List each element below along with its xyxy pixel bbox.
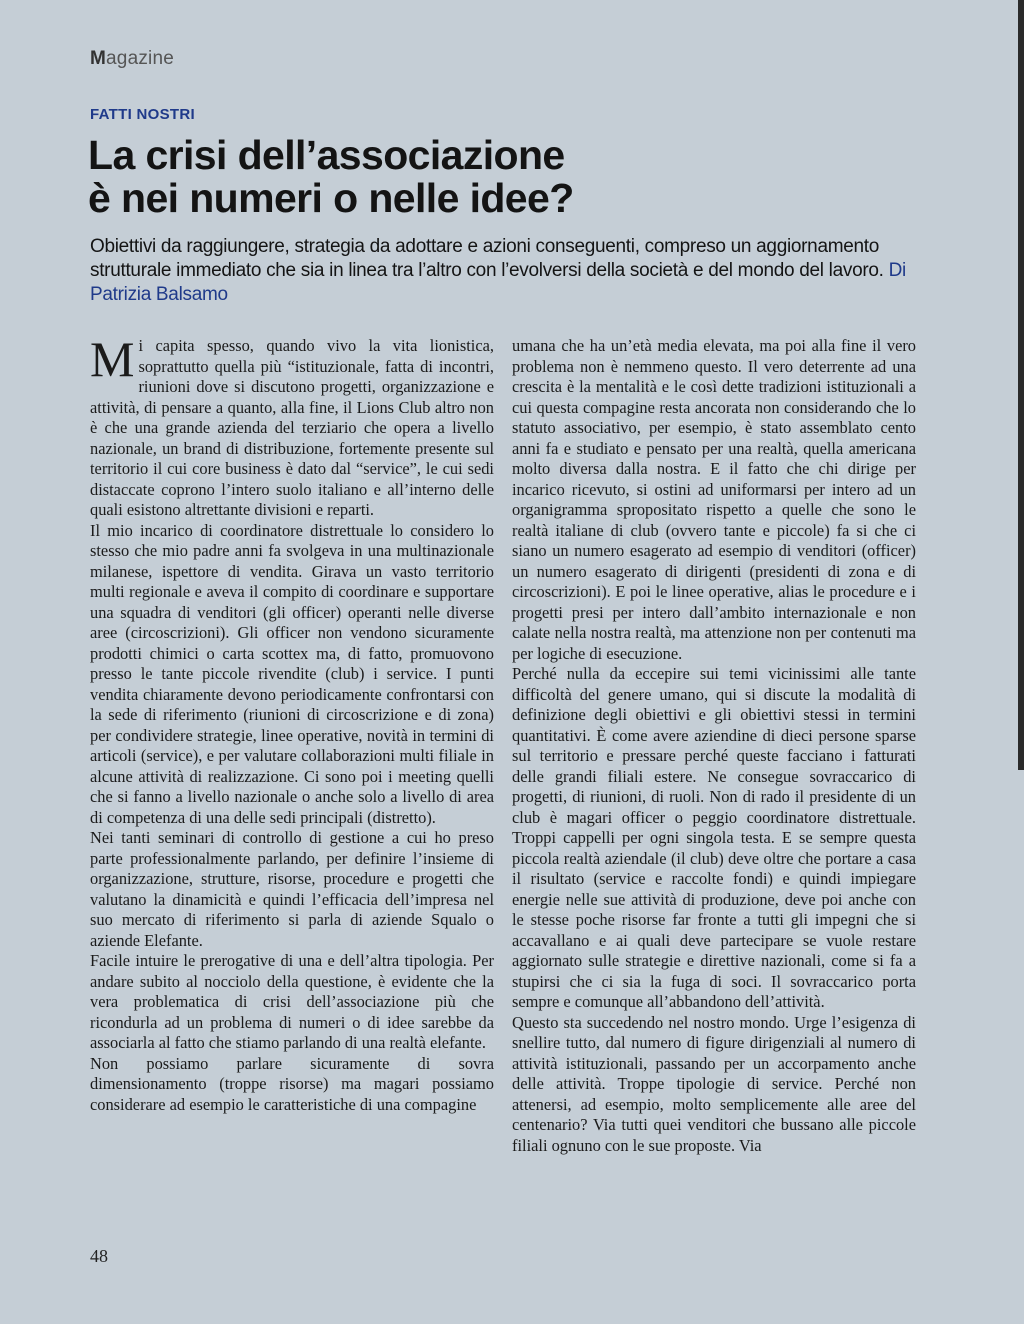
article-title-line-2: è nei numeri o nelle idee? xyxy=(88,175,574,221)
article-title xyxy=(88,134,968,220)
section-header-rest: agazine xyxy=(106,48,174,69)
drop-cap: M xyxy=(90,331,135,387)
article-column-left xyxy=(90,331,494,1115)
standfirst-text: Obiettivi da raggiungere, strategia da adottare e azioni conseguenti, compreso un aggiornamento strutturale immediato che sia in linea tra l’altro con l’evolversi della società e del mondo del lavoro. xyxy=(90,236,889,281)
paragraph: Non possiamo parlare sicuramente di sovra dimensionamento (troppe risorse) ma magari possiamo considerare ad esempio le caratteristiche di una compagine xyxy=(90,1053,494,1114)
article-kicker: FATTI NOSTRI xyxy=(90,106,195,123)
paragraph: Nei tanti seminari di controllo di gestione a cui ho preso parte professionalmente parlando, per definire l’insieme di organizzazione, strutture, risorse, procedure e progetti che valutano la dinamicità e quindi l’efficacia dell’impresa nel suo mercato di riferimento si parla di aziende Squalo o aziende Elefante. xyxy=(90,828,494,950)
section-header xyxy=(90,48,174,70)
article-byline: Di Patrizia Balsamo xyxy=(90,260,906,305)
paragraph: Questo sta succedendo nel nostro mondo. Urge l’esigenza di snellire tutto, dal numero di figure dirigenziali al numero di attività istituzionali, passando per un accorpamento anche delle attività. Troppe tipologie di service. Perché non attenersi, ad esempio, molto semplicemente alle aree del centenario? Via tutti quei venditori che bussano alle piccole filiali ognuno con le sue proposte. Via xyxy=(512,1012,916,1155)
page-number: 48 xyxy=(90,1246,108,1266)
paragraph: Facile intuire le prerogative di una e dell’altra tipologia. Per andare subito al nocciolo della questione, è evidente che la vera problematica di crisi dell’associazione più che ricondurla ad un problema di numeri o di idee sarebbe da associarla al fatto che stiamo parlando di una realtà elefante. xyxy=(90,951,494,1052)
article-standfirst xyxy=(90,235,940,307)
article-title-line-1: La crisi dell’associazione xyxy=(88,132,565,178)
article-column-right xyxy=(512,336,916,1156)
page-edge-strip xyxy=(1018,0,1024,770)
paragraph xyxy=(90,331,494,521)
paragraph: umana che ha un’età media elevata, ma poi alla fine il vero problema non è nemmeno questo. Il vero deterrente ad una crescita è la mentalità e le così dette tradizioni istituzionali a cui questa compagine resta ancorata non considerando che lo statuto associativo, per esempio, è stato assemblato cento anni fa e studiato e pensato per una realtà, quella americana molto diversa dalla nostra. E il fatto che chi dirige per incarico ricevuto, si ostini ad uniformarsi per intero ad un organigramma spropositato rispetto a quelle che sono le realtà italiane di club (ovvero tante e piccole) fa si che ci siano un numero esagerato ad esempio di venditori (officer) un numero esagerato di dirigenti (presidenti di zona e di circoscrizioni). E poi le linee operative, alias le procedure e i progetti presi per intero dall’ambito internazionale e non calate nella nostra realtà, ma attenzione non per contenuti ma per logiche di esecuzione. xyxy=(512,336,916,663)
section-header-initial: M xyxy=(90,48,107,69)
paragraph: Il mio incarico di coordinatore distrettuale lo considero lo stesso che mio padre anni fa svolgeva in una multinazionale milanese, ispettore di vendita. Girava un vasto territorio multi regionale e aveva il compito di coordinare e supportare una squadra di venditori (gli officer) operanti nelle diverse aree (circoscrizioni). Gli officer non vendono sicuramente prodotti chimici o carta scottex ma, di fatto, promuovono presso le tante piccole rivendite (club) i service. I punti vendita chiaramente devono periodicamente confrontarsi con la sede di riferimento (riunioni di circoscrizione e di zona) per condividere strategie, linee operative, novità in termini di articoli (service), e per valutare collaborazioni multi filiale in alcune attività di realizzazione. Ci sono poi i meeting quelli che si fanno a livello nazionale o anche solo a livello di area di competenza di una delle sedi principali (distretto). xyxy=(90,520,494,827)
paragraph-text: i capita spesso, quando vivo la vita lionistica, soprattutto quella più “istituzionale, fatta di incontri, riunioni dove si discutono progetti, organizzazione e attività, di pensare a quanto, alla fine, il Lions Club altro non è che una grande azienda del terziario che opera a livello nazionale, un brand di distribuzione, fortemente presente sul territorio il cui core business è dato dal “service”, le cui sedi distaccate coprono l’intero suolo italiano e all’interno delle quali esistono altrettante divisioni e reparti. xyxy=(90,336,494,519)
paragraph: Perché nulla da eccepire sui temi vicinissimi alle tante difficoltà del genere umano, qui si discute la modalità di definizione degli obiettivi e gli obiettivi stessi in termini quantitativi. È come avere aziendine di dieci persone sparse sul territorio e pressare perché queste facciano i fatturati delle grandi filiali estere. Ne consegue sovraccarico di progetti, di riunioni, di ruoli. Non di rado il presidente di un club è magari officer o peggio coordinatore distrettuale. Troppi cappelli per ogni singola testa. E se sempre questa piccola realtà aziendale (il club) deve oltre che portare a casa il risultato (service e raccolte fondi) e quindi impiegare energie nelle sue attività di produzione, deve poi anche con le stesse poche risorse far fronte a tutti gli impegni che si accavallano e ai quali deve partecipare se vuole restare aggiornato sulle strategie e direttive nazionali, come si fa a stupirsi che ci sia la fuga di soci. Il sovraccarico porta sempre e comunque all’abbandono dell’attività. xyxy=(512,664,916,1011)
